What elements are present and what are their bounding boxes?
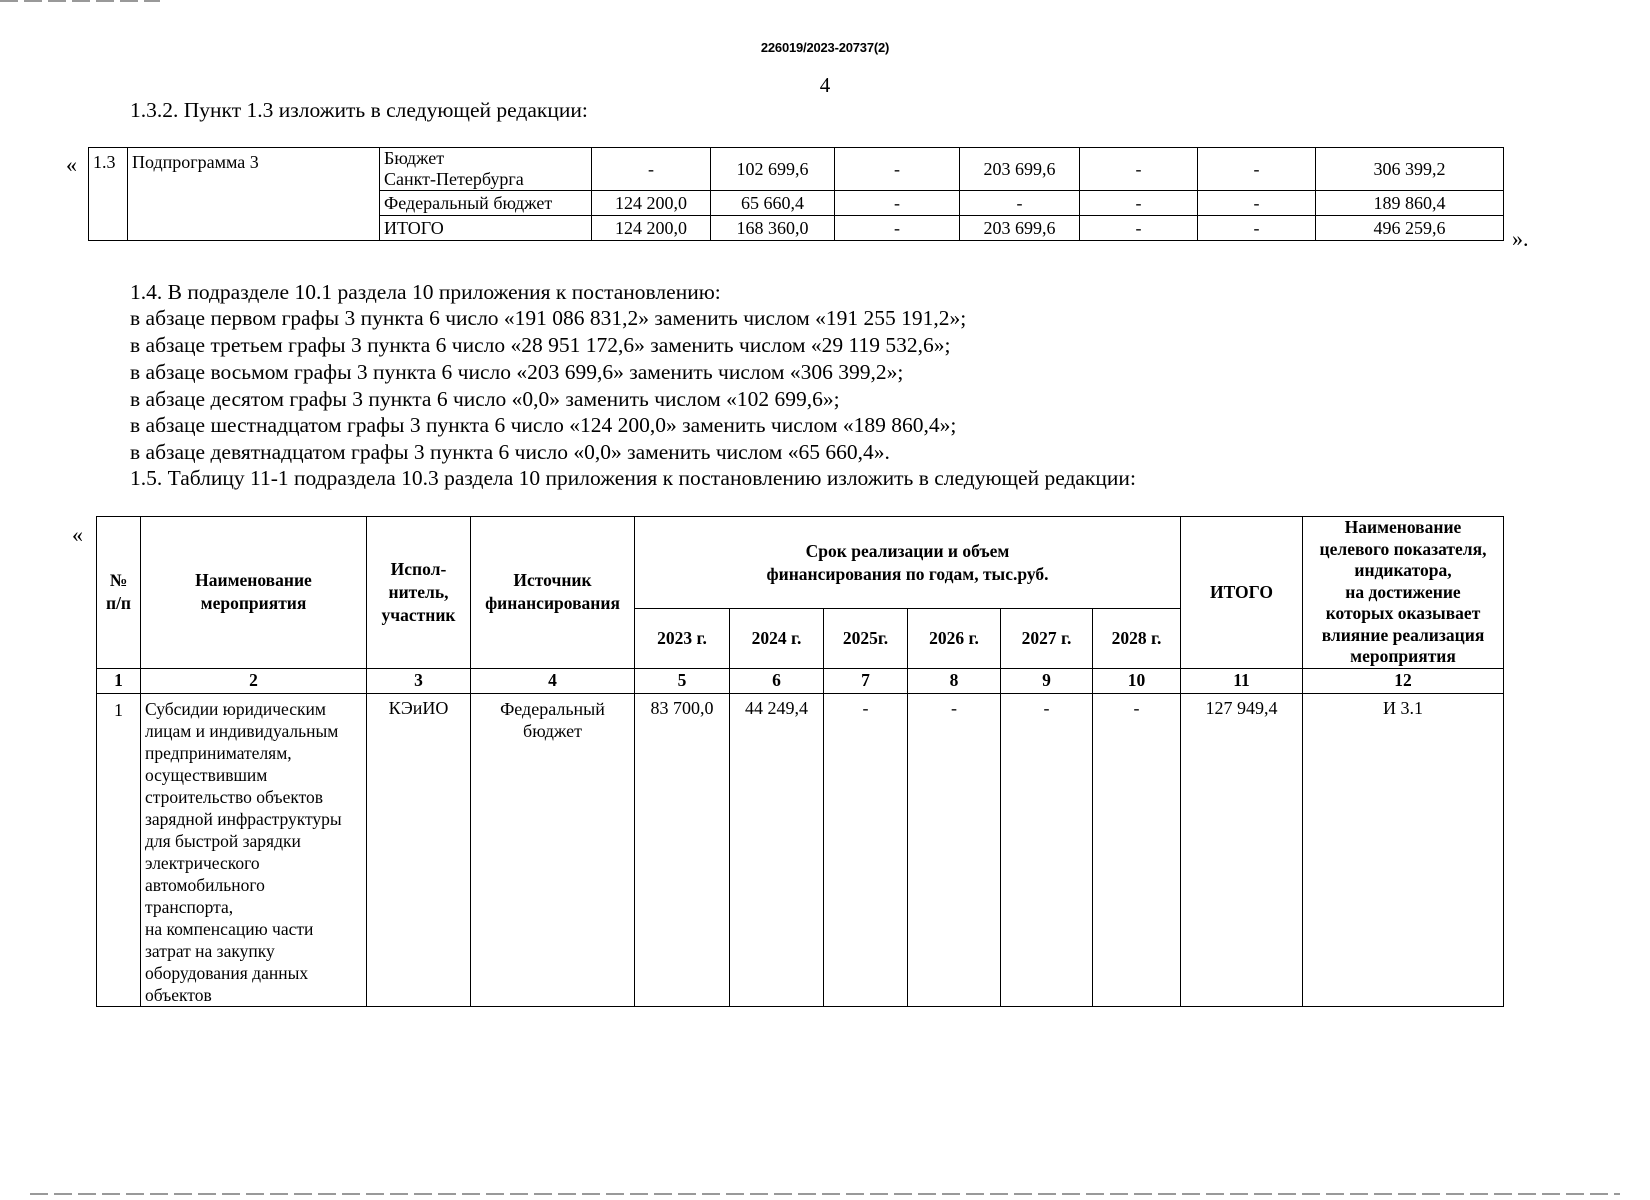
table1-close-quote: ».	[1512, 226, 1529, 251]
row-number: 1.3	[89, 148, 128, 241]
page-number: 4	[819, 73, 831, 97]
measure-name: Субсидии юридическим лицам и индивидуальным предпринимателям, осуществившим строительство объектов зарядной инфраструктуры для быстрой зарядки электрического автомобильного транспорта, на компенсацию части затрат на закупку оборудования данных объектов	[141, 693, 367, 1006]
header-source: Источник финансирования	[471, 517, 635, 669]
measure-executor: КЭиИО	[367, 693, 471, 1006]
value-cell: -	[1080, 191, 1198, 216]
amendment-line: в абзаце десятом графы 3 пункта 6 число «0,0» заменить числом «102 699,6»;	[130, 387, 840, 411]
value-cell: -	[835, 191, 960, 216]
funding-source: Бюджет Санкт-Петербурга	[380, 148, 592, 191]
column-number: 2	[141, 668, 367, 693]
header-year-2023: 2023 г.	[635, 609, 730, 668]
measures-table	[96, 516, 1504, 1007]
total-cell: 496 259,6	[1316, 216, 1504, 241]
column-number: 3	[367, 668, 471, 693]
value-cell: -	[1080, 216, 1198, 241]
indicator-cell: И 3.1	[1303, 693, 1504, 1006]
scan-artifact-top	[0, 0, 160, 2]
header-executor: Испол- нитель, участник	[367, 517, 471, 669]
column-number: 12	[1303, 668, 1504, 693]
amendment-line: в абзаце девятнадцатом графы 3 пункта 6 число «0,0» заменить числом «65 660,4».	[130, 440, 890, 464]
header-period: Срок реализации и объем финансирования по годам, тыс.руб.	[635, 517, 1181, 609]
value-cell: -	[1198, 216, 1316, 241]
amendment-line: в абзаце восьмом графы 3 пункта 6 число «203 699,6» заменить числом «306 399,2»;	[130, 360, 904, 384]
subprogram-name: Подпрограмма 3	[128, 148, 380, 241]
header-year-2027: 2027 г.	[1001, 609, 1093, 668]
value-cell: 168 360,0	[711, 216, 835, 241]
value-cell: -	[960, 191, 1080, 216]
header-total: ИТОГО	[1181, 517, 1303, 669]
header-name: Наименование мероприятия	[141, 517, 367, 669]
header-year-2028: 2028 г.	[1093, 609, 1181, 668]
table1-open-quote: «	[66, 152, 77, 177]
table-row	[89, 148, 1504, 191]
funding-source: ИТОГО	[380, 216, 592, 241]
value-cell: -	[1198, 148, 1316, 191]
subprogram-table	[88, 147, 1504, 241]
table2-open-quote: «	[72, 522, 83, 547]
column-number-row	[97, 668, 1504, 693]
value-cell: 124 200,0	[592, 191, 711, 216]
column-number: 5	[635, 668, 730, 693]
value-cell: -	[908, 693, 1001, 1006]
total-cell: 306 399,2	[1316, 148, 1504, 191]
header-year-2024: 2024 г.	[730, 609, 824, 668]
column-number: 10	[1093, 668, 1181, 693]
column-number: 9	[1001, 668, 1093, 693]
value-cell: -	[1001, 693, 1093, 1006]
total-cell: 189 860,4	[1316, 191, 1504, 216]
header-year-2026: 2026 г.	[908, 609, 1001, 668]
column-number: 1	[97, 668, 141, 693]
value-cell: -	[835, 148, 960, 191]
row-number: 1	[97, 693, 141, 1006]
value-cell: -	[1080, 148, 1198, 191]
value-cell: 65 660,4	[711, 191, 835, 216]
value-cell: 83 700,0	[635, 693, 730, 1006]
value-cell: -	[835, 216, 960, 241]
measure-source: Федеральный бюджет	[471, 693, 635, 1006]
header-indicator: Наименование целевого показателя, индикатора, на достижение которых оказывает влияние реализация мероприятия	[1303, 517, 1504, 669]
amendment-line: в абзаце третьем графы 3 пункта 6 число «28 951 172,6» заменить числом «29 119 532,6»;	[130, 333, 951, 357]
section-1-4-heading: 1.4. В подразделе 10.1 раздела 10 приложения к постановлению:	[130, 280, 721, 304]
column-number: 6	[730, 668, 824, 693]
section-1-3-2-heading: 1.3.2. Пункт 1.3 изложить в следующей редакции:	[130, 98, 588, 122]
amendment-line: в абзаце шестнадцатом графы 3 пункта 6 число «124 200,0» заменить числом «189 860,4»;	[130, 413, 957, 437]
document-number: 226019/2023-20737(2)	[760, 40, 890, 55]
column-number: 7	[824, 668, 908, 693]
column-number: 11	[1181, 668, 1303, 693]
value-cell: -	[592, 148, 711, 191]
value-cell: 203 699,6	[960, 216, 1080, 241]
column-number: 8	[908, 668, 1001, 693]
amendment-line: в абзаце первом графы 3 пункта 6 число «191 086 831,2» заменить числом «191 255 191,2»;	[130, 306, 967, 330]
section-1-5-heading: 1.5. Таблицу 11-1 подраздела 10.3 раздела 10 приложения к постановлению изложить в следующей редакции:	[130, 466, 1136, 490]
value-cell: -	[1198, 191, 1316, 216]
value-cell: 124 200,0	[592, 216, 711, 241]
value-cell: -	[824, 693, 908, 1006]
scan-artifact-bottom	[30, 1193, 1620, 1195]
header-number: № п/п	[97, 517, 141, 669]
column-number: 4	[471, 668, 635, 693]
value-cell: 44 249,4	[730, 693, 824, 1006]
table-row	[97, 693, 1504, 1006]
value-cell: -	[1093, 693, 1181, 1006]
value-cell: 203 699,6	[960, 148, 1080, 191]
funding-source: Федеральный бюджет	[380, 191, 592, 216]
total-cell: 127 949,4	[1181, 693, 1303, 1006]
header-year-2025: 2025г.	[824, 609, 908, 668]
value-cell: 102 699,6	[711, 148, 835, 191]
